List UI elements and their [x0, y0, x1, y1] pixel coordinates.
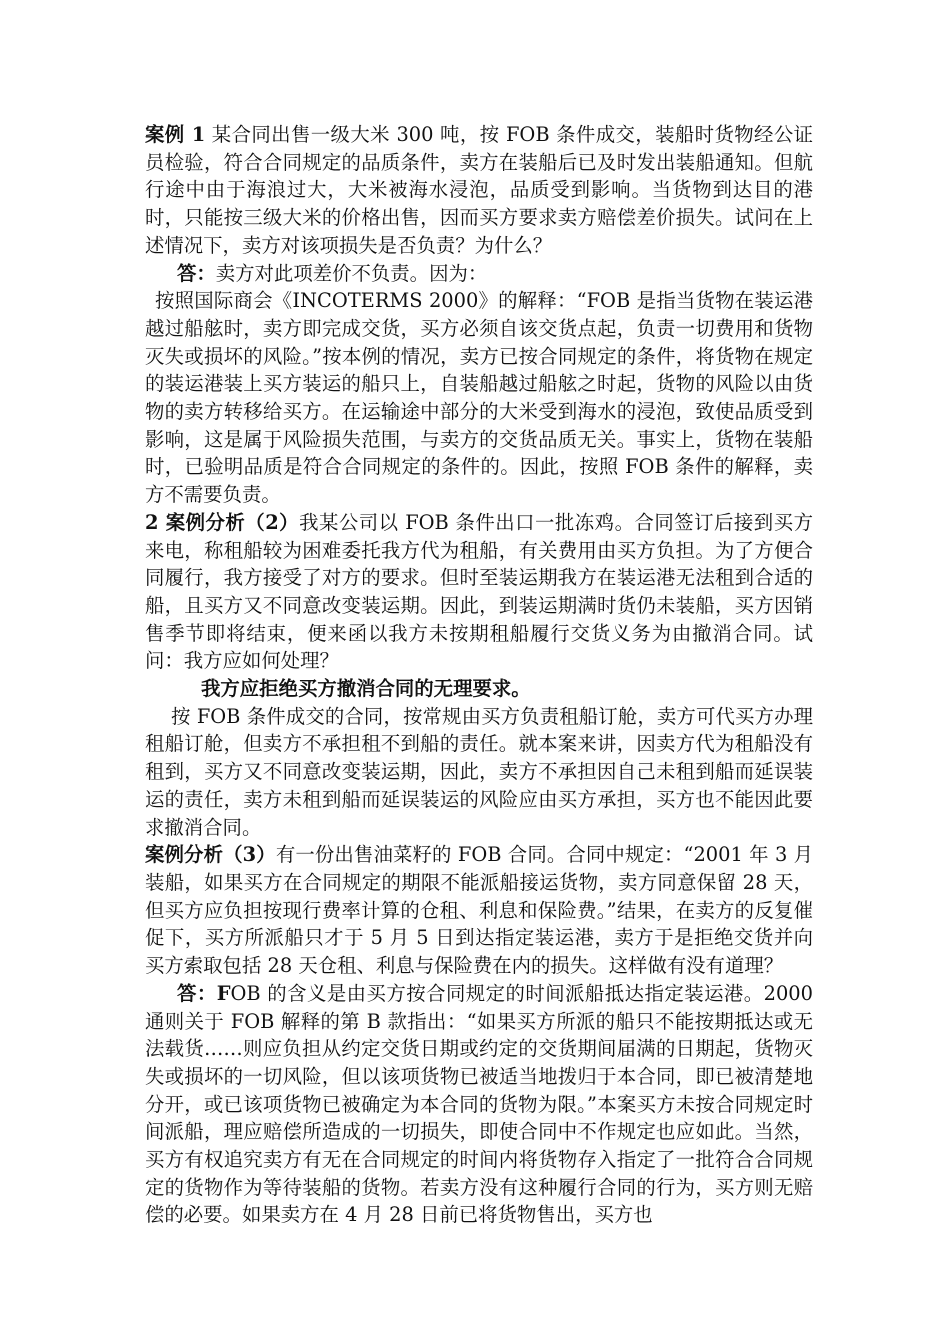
document-page — [145, 121, 813, 1229]
case1-answer-text: 卖方对此项差价不负责。因为： — [215, 261, 488, 285]
case1-answer-paragraph — [145, 260, 813, 288]
case3-answer-paragraph — [145, 980, 813, 1229]
case2-question-text: 我某公司以 FOB 条件出口一批冻鸡。合同签订后接到买方来电，称租船较为困难委托我方代为租船，有关费用由买方负担。为了方便合同履行，我方接受了对方的要求。但时至装运期我方在装运港无法租到合适的船，且买方又不同意改变装运期。因此，到装运期满时货仍未装船，买方因销售季节即将结束，便来函以我方未按期租船履行交货义务为由撤消合同。试问：我方应如何处理？ — [145, 510, 813, 673]
case1-question-text: 某合同出售一级大米 300 吨，按 FOB 条件成交，装船时货物经公证员检验，符合合同规定的品质条件，卖方在装船后已及时发出装船通知。但航行途中由于海浪过大，大米被海水浸泡，品质受到影响。当货物到达目的港时，只能按三级大米的价格出售，因而买方要求卖方赔偿差价损失。试问在上述情况下，卖方对该项损失是否负责？为什么？ — [145, 123, 813, 257]
case1-question-paragraph — [145, 121, 813, 260]
case2-heading: 2 案例分析（2） — [145, 510, 300, 534]
case3-heading: 案例分析（3） — [145, 843, 276, 867]
case2-conclusion: 我方应拒绝买方撤消合同的无理要求。 — [201, 677, 531, 701]
case1-analysis-paragraph — [145, 287, 813, 509]
case3-question-text: 有一份出售油菜籽的 FOB 合同。合同中规定：“2001 年 3 月装船，如果买方在合同规定的期限不能派船接运货物，卖方同意保留 28 天，但买方应负担按现行费率计算的仓租、利息和保险费。”结果，在卖方的反复催促下，买方所派船只才于 5 月 5 日到达指定装运港，卖方于是拒绝交货并向买方索取包括 28 天仓租、利息与保险费在内的损失。这样做有没有道理？ — [145, 843, 813, 978]
case2-question-paragraph — [145, 509, 813, 675]
case1-analysis-text: 按照国际商会《INCOTERMS 2000》的解释：“FOB 是指当货物在装运港越过船舷时，卖方即完成交货，买方必须自该交货点起，负责一切费用和货物灭失或损坏的风险。”按本例的情况，卖方已按合同规定的条件，将货物在规定的装运港装上买方装运的船只上，自装船越过船舷之时起，货物的风险以由货物的卖方转移给买方。在运输途中部分的大米受到海水的浸泡，致使品质受到影响，这是属于风险损失范围，与卖方的交货品质无关。事实上，货物在装船时，已验明品质是符合合同规定的条件的。因此，按照 FOB 条件的解释，卖方不需要负责。 — [145, 289, 813, 507]
case3-answer-text: OB 的含义是由买方按合同规定的时间派船抵达指定装运港。2000 通则关于 FOB 解释的第 B 款指出：“如果买方所派的船只不能按期抵达或无法载货……则应负担从约定交货日期或约定的交货期间届满的日期起，货物灭失或损坏的一切风险，但以该项货物已被适当地拨归于本合同，即已被清楚地分开，或已该项货物已被确定为本合同的货物为限。”本案买方未按合同规定时间派船，理应赔偿所造成的一切损失，即使合同中不作规定也应如此。当然，买方有权追究卖方有无在合同规定的时间内将货物存入指定了一批符合合同规定的货物作为等待装船的货物。若卖方没有这种履行合同的行为，买方则无赔偿的必要。如果卖方在 4 月 28 日前已将货物售出，买方也 — [145, 981, 813, 1227]
case2-analysis-text: 按 FOB 条件成交的合同，按常规由买方负责租船订舱，卖方可代买方办理租船订舱，但卖方不承担租不到船的责任。就本案来讲，因卖方代为租船没有租到，买方又不同意改变装运期，因此，卖方不承担因自己未租到船而延误装运的责任，卖方未租到船而延误装运的风险应由买方承担，买方也不能因此要求撤消合同。 — [145, 704, 813, 839]
case1-answer-label: 答： — [177, 261, 216, 285]
case2-analysis-paragraph — [145, 703, 813, 842]
case3-answer-label: 答：F — [177, 981, 231, 1005]
case3-question-paragraph — [145, 841, 813, 980]
case1-heading: 案例 1 — [145, 123, 206, 146]
